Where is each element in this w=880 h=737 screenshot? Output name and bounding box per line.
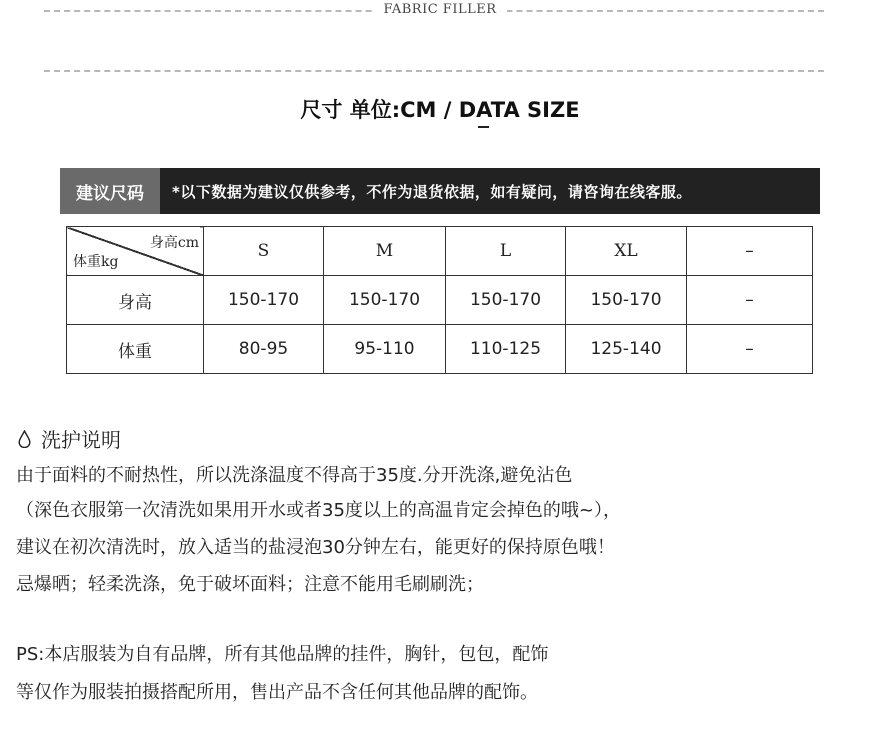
recommend-label: 建议尺码 xyxy=(60,168,160,214)
table-row xyxy=(67,276,813,325)
row-label-weight: 体重 xyxy=(67,325,204,374)
brand-title: FABRIC FILLER xyxy=(0,2,880,17)
corner-weight-label: 体重kg xyxy=(73,254,119,270)
table-row xyxy=(67,325,813,374)
table-cell: 150-170 xyxy=(566,276,687,325)
care-title: 洗护说明 xyxy=(41,428,121,452)
table-cell: 80-95 xyxy=(204,325,324,374)
table-corner-cell xyxy=(67,227,204,276)
size-header-m: M xyxy=(324,227,446,276)
table-cell: 95-110 xyxy=(324,325,446,374)
table-cell: – xyxy=(687,325,813,374)
size-header-empty: – xyxy=(687,227,813,276)
size-header-l: L xyxy=(446,227,566,276)
size-header-xl: XL xyxy=(566,227,687,276)
ps-line: PS:本店服装为自有品牌，所有其他品牌的挂件，胸针，包包，配饰 xyxy=(16,644,549,665)
corner-height-label: 身高cm xyxy=(149,235,199,251)
care-heading xyxy=(18,424,121,453)
recommend-note: *以下数据为建议仅供参考，不作为退货依据，如有疑问，请咨询在线客服。 xyxy=(172,182,692,201)
table-cell: 150-170 xyxy=(446,276,566,325)
care-line: （深色衣服第一次清洗如果用开水或者35度以上的高温肯定会掉色的哦~）， xyxy=(16,500,621,521)
table-header-row xyxy=(67,227,813,276)
table-cell: 125-140 xyxy=(566,325,687,374)
table-cell: 150-170 xyxy=(204,276,324,325)
table-cell: 110-125 xyxy=(446,325,566,374)
care-line: 建议在初次清洗时，放入适当的盐浸泡30分钟左右，能更好的保持原色哦！ xyxy=(16,537,615,558)
care-line: 由于面料的不耐热性，所以洗涤温度不得高于35度.分开洗涤,避免沾色 xyxy=(16,465,573,486)
row-label-height: 身高 xyxy=(67,276,204,325)
size-table xyxy=(66,226,813,374)
size-header-s: S xyxy=(204,227,324,276)
care-line: 忌爆晒；轻柔洗涤，免于破坏面料；注意不能用毛刷刷洗； xyxy=(16,574,484,595)
ps-line: 等仅作为服装拍摄搭配所用，售出产品不含任何其他品牌的配饰。 xyxy=(16,682,538,703)
table-cell: – xyxy=(687,276,813,325)
recommend-bar xyxy=(60,168,820,214)
water-drop-icon xyxy=(18,430,31,448)
table-cell: 150-170 xyxy=(324,276,446,325)
title-underline xyxy=(478,126,489,128)
size-section-title: 尺寸 单位:CM / DATA SIZE xyxy=(300,98,580,122)
section-dashed-divider xyxy=(44,70,824,72)
